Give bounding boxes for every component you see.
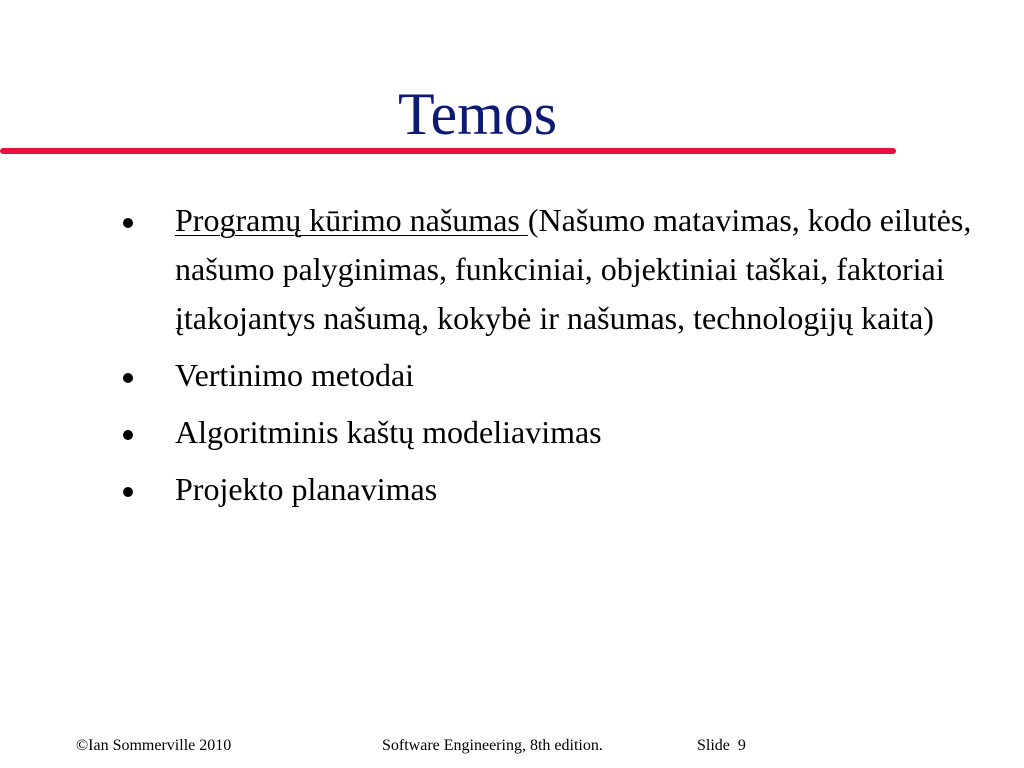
footer-copyright: ©Ian Sommerville 2010 bbox=[76, 737, 232, 754]
bullet-icon bbox=[123, 487, 133, 497]
bullet-item-estimation-methods bbox=[118, 351, 988, 400]
productivity-link[interactable]: Programų kūrimo našumas bbox=[175, 202, 528, 238]
bullet-text: Algoritminis kaštų modeliavimas bbox=[175, 414, 602, 450]
bullet-text: (Našumo matavimas, kodo eilutės, našumo palyginimas, funkciniai, objektiniai taškai, faktoriai įtakojantys našumą, kokybė ir našumas, technologijų kaita) bbox=[175, 202, 972, 336]
bullet-item-productivity bbox=[118, 196, 988, 343]
title-divider bbox=[0, 148, 896, 154]
bullet-list bbox=[118, 196, 988, 522]
slide-title: Temos bbox=[398, 81, 558, 147]
bullet-icon bbox=[123, 373, 133, 383]
bullet-icon bbox=[123, 430, 133, 440]
bullet-item-cost-modelling bbox=[118, 408, 988, 457]
footer-slide-number: Slide 9 bbox=[697, 737, 746, 754]
bullet-text: Vertinimo metodai bbox=[175, 357, 415, 393]
bullet-item-project-planning bbox=[118, 465, 988, 514]
footer-book-title: Software Engineering, 8th edition. bbox=[382, 737, 603, 754]
bullet-text: Projekto planavimas bbox=[175, 471, 438, 507]
bullet-icon bbox=[123, 218, 133, 228]
